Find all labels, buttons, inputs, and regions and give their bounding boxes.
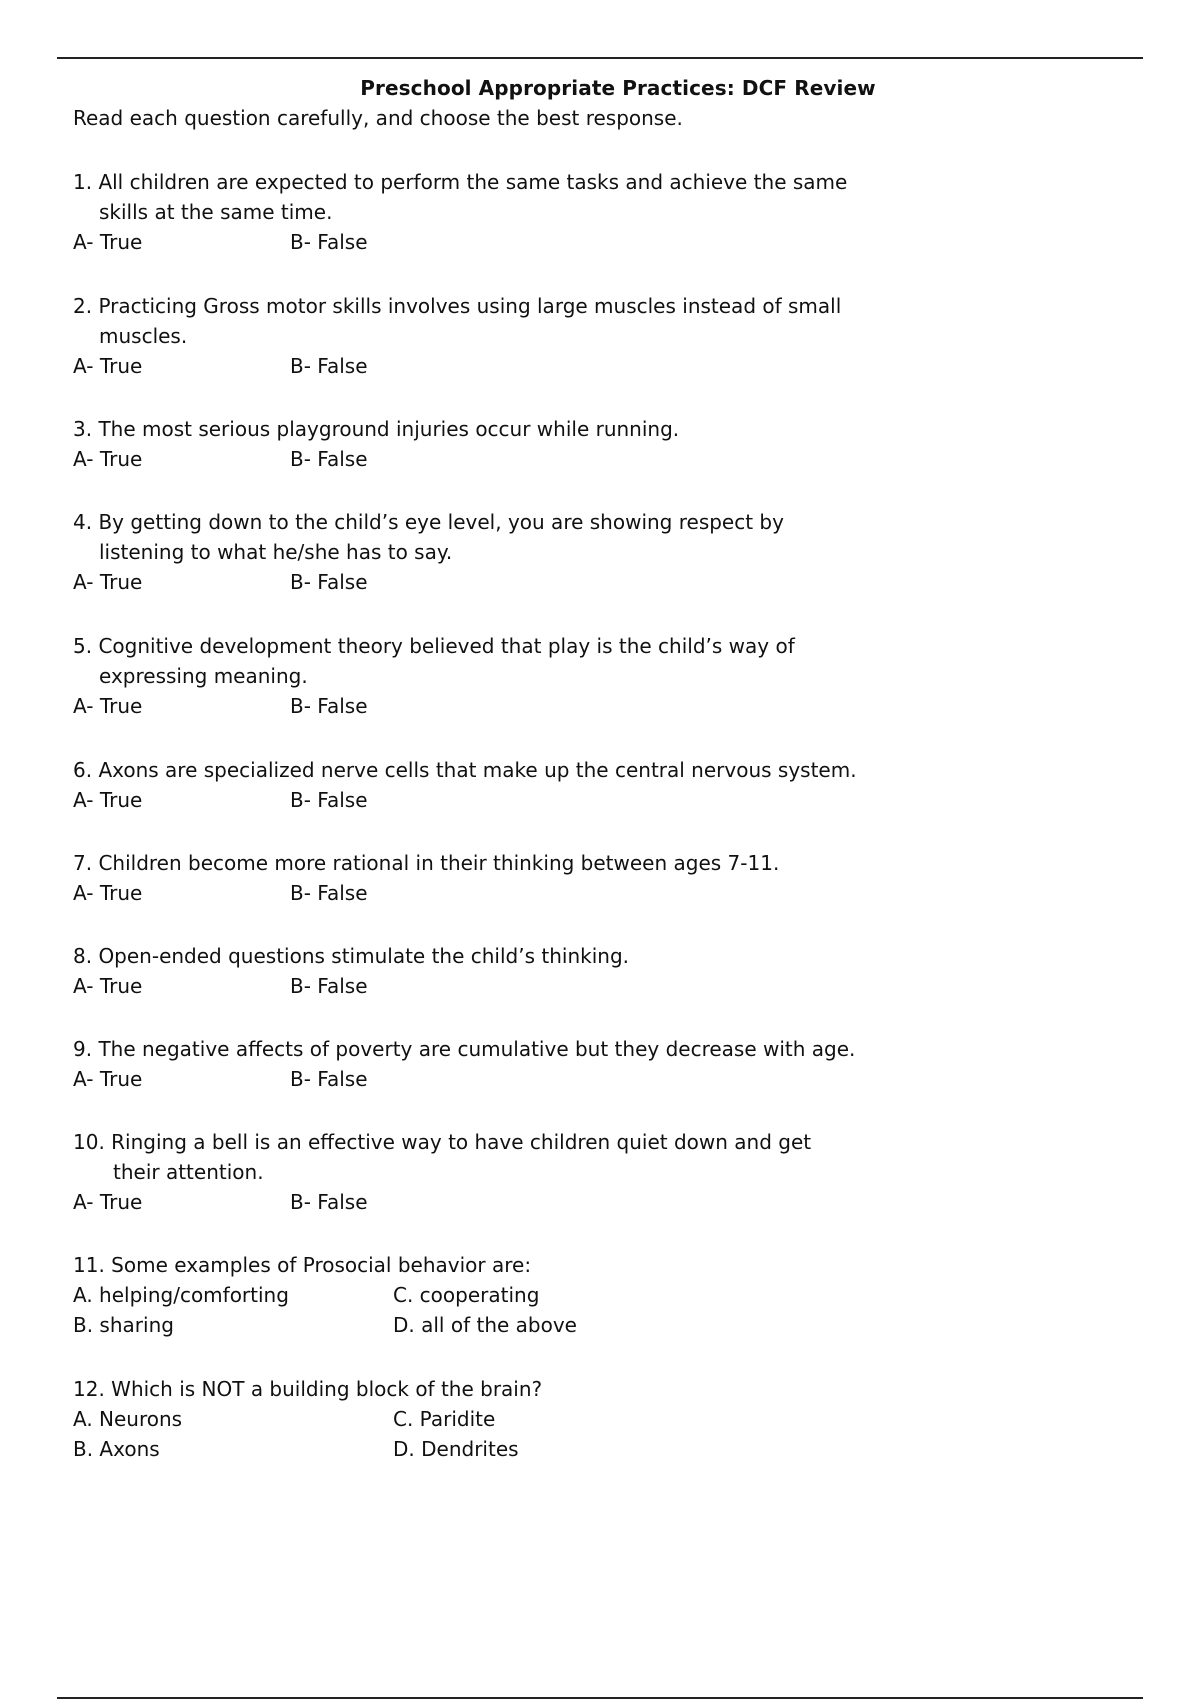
question-stem-line1: 10. Ringing a bell is an effective way to have children quiet down and get xyxy=(73,1130,812,1154)
option-false[interactable]: B- False xyxy=(290,230,368,254)
question-6 xyxy=(73,755,913,815)
question-stem xyxy=(73,507,913,567)
top-rule xyxy=(57,57,1143,59)
question-stem-line1: 1. All children are expected to perform the same tasks and achieve the same xyxy=(73,170,848,194)
option-false[interactable]: B- False xyxy=(290,881,368,905)
question-stem-line2: listening to what he/she has to say. xyxy=(99,540,453,564)
question-stem-line1: 9. The negative affects of poverty are cumulative but they decrease with age. xyxy=(73,1037,856,1061)
option-false[interactable]: B- False xyxy=(290,570,368,594)
instructions: Read each question carefully, and choose the best response. xyxy=(73,106,683,130)
question-stem-line1: 5. Cognitive development theory believed that play is the child’s way of xyxy=(73,634,795,658)
answer-options xyxy=(73,1404,773,1464)
option-d[interactable]: D. Dendrites xyxy=(393,1437,519,1461)
option-a[interactable]: A. helping/comforting xyxy=(73,1283,289,1307)
bottom-rule xyxy=(57,1697,1143,1699)
question-stem xyxy=(73,1034,913,1064)
question-stem xyxy=(73,848,913,878)
option-true[interactable]: A- True xyxy=(73,974,143,998)
question-stem: 12. Which is NOT a building block of the brain? xyxy=(73,1377,543,1401)
question-stem-line2: expressing meaning. xyxy=(99,664,308,688)
option-false[interactable]: B- False xyxy=(290,1190,368,1214)
question-stem-line1: 8. Open-ended questions stimulate the child’s thinking. xyxy=(73,944,629,968)
question-3 xyxy=(73,414,913,474)
option-a[interactable]: A. Neurons xyxy=(73,1407,183,1431)
option-true[interactable]: A- True xyxy=(73,447,143,471)
option-false[interactable]: B- False xyxy=(290,694,368,718)
question-stem xyxy=(73,167,913,227)
answer-options xyxy=(73,1064,913,1094)
answer-options xyxy=(73,971,913,1001)
option-d[interactable]: D. all of the above xyxy=(393,1313,577,1337)
answer-options xyxy=(73,227,913,257)
answer-options xyxy=(73,567,913,597)
question-stem-line1: 6. Axons are specialized nerve cells that make up the central nervous system. xyxy=(73,758,857,782)
question-10 xyxy=(73,1127,913,1217)
option-c[interactable]: C. Paridite xyxy=(393,1407,496,1431)
option-false[interactable]: B- False xyxy=(290,788,368,812)
question-stem xyxy=(73,631,913,691)
question-stem-line1: 2. Practicing Gross motor skills involves using large muscles instead of small xyxy=(73,294,842,318)
question-8 xyxy=(73,941,913,1001)
answer-options xyxy=(73,444,913,474)
answer-options xyxy=(73,785,913,815)
question-12 xyxy=(73,1374,913,1464)
question-5 xyxy=(73,631,913,721)
answer-options xyxy=(73,1280,773,1340)
answer-options xyxy=(73,691,913,721)
question-stem-line2: skills at the same time. xyxy=(99,200,333,224)
option-false[interactable]: B- False xyxy=(290,447,368,471)
option-b[interactable]: B. sharing xyxy=(73,1313,174,1337)
question-stem-line2: muscles. xyxy=(99,324,188,348)
question-stem xyxy=(73,414,913,444)
option-c[interactable]: C. cooperating xyxy=(393,1283,540,1307)
question-stem: 11. Some examples of Prosocial behavior are: xyxy=(73,1253,532,1277)
option-b[interactable]: B. Axons xyxy=(73,1437,160,1461)
answer-options xyxy=(73,351,913,381)
option-true[interactable]: A- True xyxy=(73,354,143,378)
question-stem-line1: 7. Children become more rational in their thinking between ages 7-11. xyxy=(73,851,780,875)
option-false[interactable]: B- False xyxy=(290,354,368,378)
question-stem xyxy=(73,755,913,785)
question-stem xyxy=(73,291,913,351)
option-true[interactable]: A- True xyxy=(73,1190,143,1214)
option-true[interactable]: A- True xyxy=(73,881,143,905)
option-false[interactable]: B- False xyxy=(290,1067,368,1091)
option-true[interactable]: A- True xyxy=(73,788,143,812)
question-11 xyxy=(73,1250,913,1340)
option-false[interactable]: B- False xyxy=(290,974,368,998)
question-9 xyxy=(73,1034,913,1094)
question-stem-line1: 4. By getting down to the child’s eye level, you are showing respect by xyxy=(73,510,784,534)
question-stem-line2: their attention. xyxy=(113,1160,264,1184)
question-4 xyxy=(73,507,913,597)
question-stem xyxy=(73,1127,913,1187)
question-stem-line1: 3. The most serious playground injuries occur while running. xyxy=(73,417,680,441)
question-7 xyxy=(73,848,913,908)
option-true[interactable]: A- True xyxy=(73,1067,143,1091)
question-2 xyxy=(73,291,913,381)
option-true[interactable]: A- True xyxy=(73,694,143,718)
answer-options xyxy=(73,878,913,908)
question-1 xyxy=(73,167,913,257)
option-true[interactable]: A- True xyxy=(73,230,143,254)
answer-options xyxy=(73,1187,913,1217)
option-true[interactable]: A- True xyxy=(73,570,143,594)
question-stem xyxy=(73,941,913,971)
page-title: Preschool Appropriate Practices: DCF Review xyxy=(360,76,876,100)
